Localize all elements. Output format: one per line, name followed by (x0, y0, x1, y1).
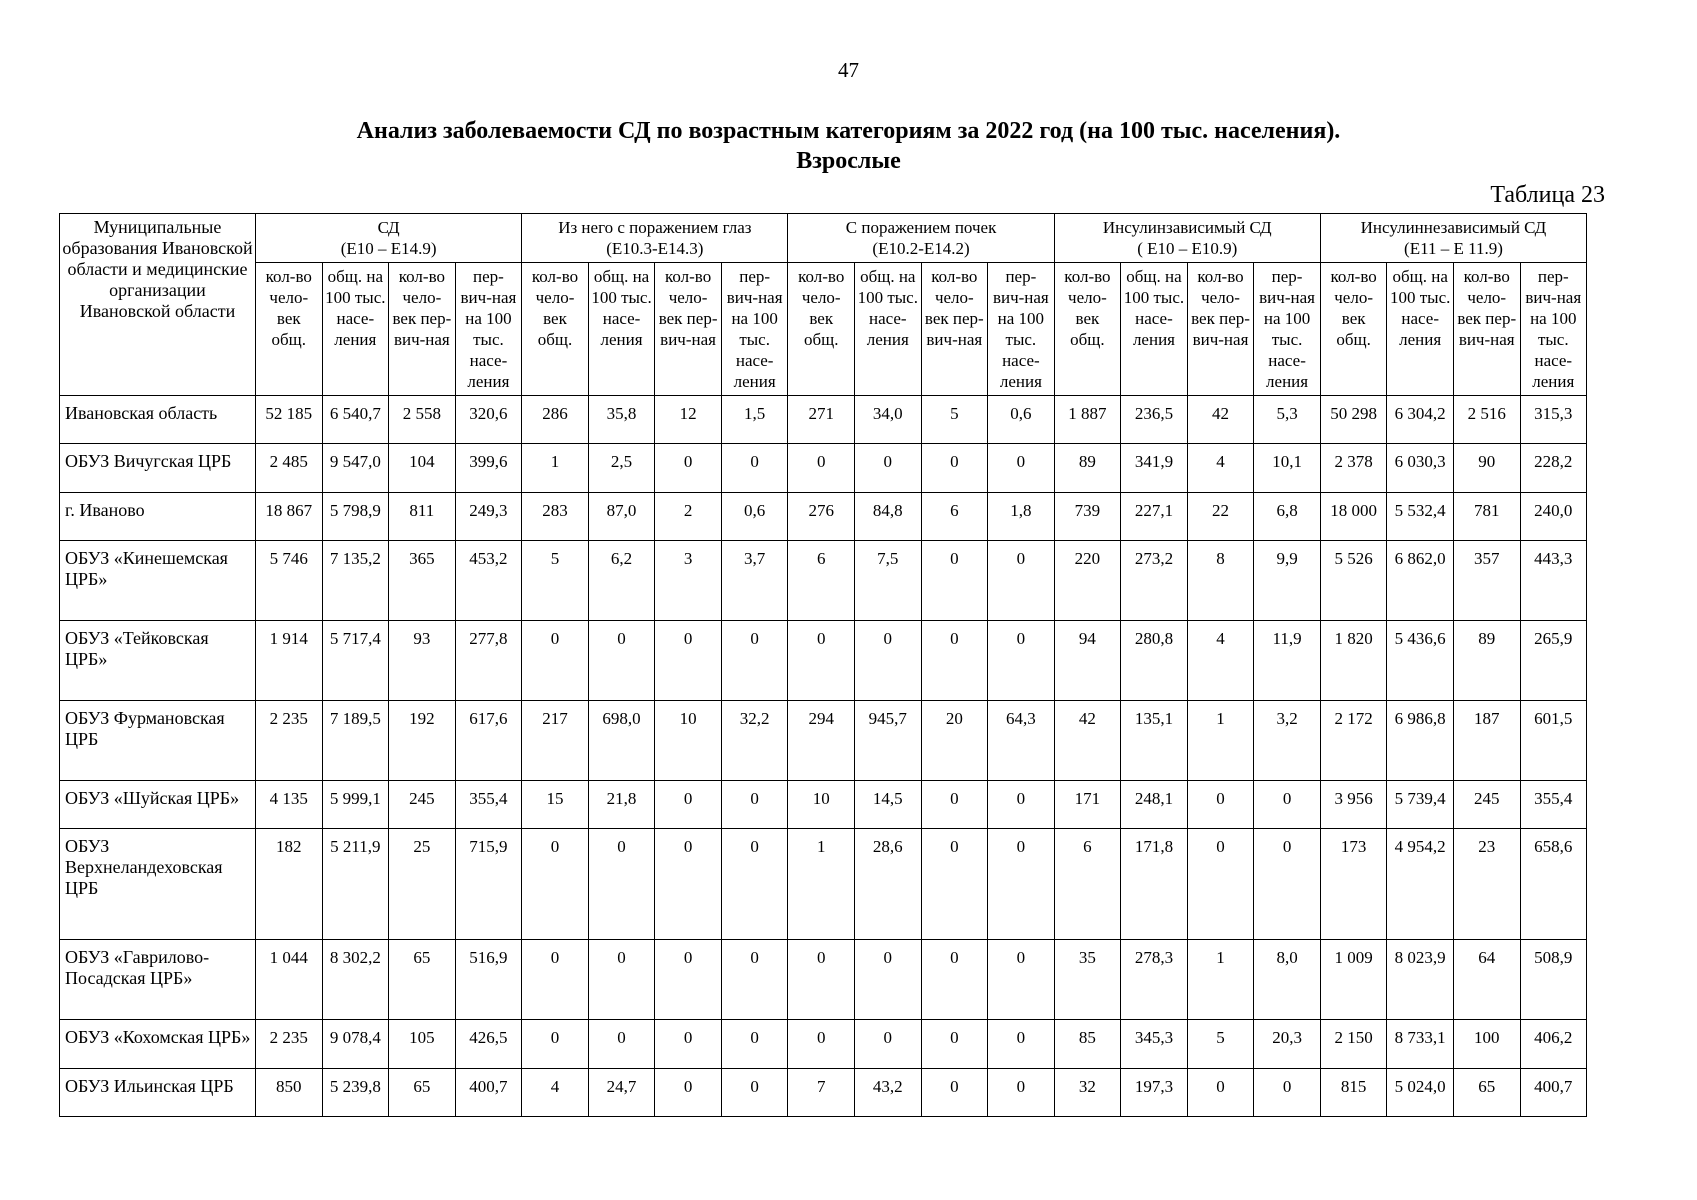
org-name-cell: ОБУЗ Ильинская ЦРБ (60, 1068, 256, 1116)
value-cell: 8 733,1 (1387, 1020, 1454, 1068)
value-cell: 0 (522, 620, 589, 700)
value-cell: 227,1 (1121, 492, 1188, 540)
value-cell: 52 185 (256, 396, 323, 444)
value-cell: 5 (921, 396, 988, 444)
value-cell: 100 (1453, 1020, 1520, 1068)
group-name: Из него с поражением глаз (558, 218, 752, 237)
value-cell: 236,5 (1121, 396, 1188, 444)
value-cell: 0 (1254, 828, 1321, 940)
value-cell: 0 (921, 620, 988, 700)
value-cell: 2 (655, 492, 722, 540)
value-cell: 8,0 (1254, 940, 1321, 1020)
value-cell: 5 746 (256, 540, 323, 620)
group-name: Инсулиннезависимый СД (1360, 218, 1547, 237)
value-cell: 508,9 (1520, 940, 1587, 1020)
subheader-cell: общ. на 100 тыс. насе-ления (855, 263, 922, 396)
subheader-cell: пер-вич-ная на 100 тыс. насе-ления (721, 263, 788, 396)
table-label: Таблица 23 (1490, 182, 1605, 208)
value-cell: 1 (1187, 700, 1254, 780)
value-cell: 0 (721, 444, 788, 492)
value-cell: 400,7 (1520, 1068, 1587, 1116)
subheader-cell: общ. на 100 тыс. насе-ления (1387, 263, 1454, 396)
value-cell: 192 (389, 700, 456, 780)
group-code: (E11 – E 11.9) (1404, 239, 1503, 258)
value-cell: 5,3 (1254, 396, 1321, 444)
value-cell: 182 (256, 828, 323, 940)
value-cell: 217 (522, 700, 589, 780)
value-cell: 0 (921, 780, 988, 828)
value-cell: 0 (1187, 780, 1254, 828)
subheader-cell: общ. на 100 тыс. насе-ления (588, 263, 655, 396)
org-name-cell: ОБУЗ «Кинешемская ЦРБ» (60, 540, 256, 620)
subheader-cell: пер-вич-ная на 100 тыс. насе-ления (1254, 263, 1321, 396)
value-cell: 0 (788, 620, 855, 700)
value-cell: 3,2 (1254, 700, 1321, 780)
value-cell: 249,3 (455, 492, 522, 540)
value-cell: 286 (522, 396, 589, 444)
value-cell: 945,7 (855, 700, 922, 780)
page-number: 47 (838, 58, 859, 82)
value-cell: 6 (1054, 828, 1121, 940)
value-cell: 0 (855, 1020, 922, 1068)
value-cell: 781 (1453, 492, 1520, 540)
value-cell: 6,8 (1254, 492, 1321, 540)
subheader-cell: пер-вич-ная на 100 тыс. насе-ления (455, 263, 522, 396)
value-cell: 0 (788, 444, 855, 492)
value-cell: 0 (721, 940, 788, 1020)
value-cell: 105 (389, 1020, 456, 1068)
value-cell: 617,6 (455, 700, 522, 780)
value-cell: 5 (522, 540, 589, 620)
value-cell: 0 (588, 828, 655, 940)
group-code: (E10.3-E14.3) (606, 239, 704, 258)
value-cell: 283 (522, 492, 589, 540)
value-cell: 0 (988, 444, 1055, 492)
value-cell: 0 (655, 1068, 722, 1116)
value-cell: 0 (522, 828, 589, 940)
value-cell: 341,9 (1121, 444, 1188, 492)
value-cell: 0 (988, 828, 1055, 940)
group-name: С поражением почек (845, 218, 997, 237)
value-cell: 1,5 (721, 396, 788, 444)
value-cell: 4 135 (256, 780, 323, 828)
value-cell: 171 (1054, 780, 1121, 828)
value-cell: 9 547,0 (322, 444, 389, 492)
value-cell: 5 436,6 (1387, 620, 1454, 700)
value-cell: 265,9 (1520, 620, 1587, 700)
value-cell: 18 867 (256, 492, 323, 540)
value-cell: 0 (655, 940, 722, 1020)
group-header-kidneys (788, 214, 1054, 263)
value-cell: 4 (1187, 620, 1254, 700)
subheader-cell: пер-вич-ная на 100 тыс. насе-ления (1520, 263, 1587, 396)
group-code: (E10.2-E14.2) (872, 239, 970, 258)
subheader-row (60, 263, 1587, 396)
value-cell: 12 (655, 396, 722, 444)
subheader-cell: кол-во чело-век общ. (1054, 263, 1121, 396)
value-cell: 11,9 (1254, 620, 1321, 700)
subheader-cell: кол-во чело-век пер-вич-ная (921, 263, 988, 396)
value-cell: 0 (721, 620, 788, 700)
subheader-cell: общ. на 100 тыс. насе-ления (322, 263, 389, 396)
value-cell: 32 (1054, 1068, 1121, 1116)
value-cell: 0 (988, 940, 1055, 1020)
value-cell: 2,5 (588, 444, 655, 492)
value-cell: 65 (389, 940, 456, 1020)
group-name: СД (377, 218, 400, 237)
value-cell: 355,4 (455, 780, 522, 828)
value-cell: 698,0 (588, 700, 655, 780)
org-name-cell: ОБУЗ Вичугская ЦРБ (60, 444, 256, 492)
value-cell: 0 (988, 540, 1055, 620)
value-cell: 0 (655, 1020, 722, 1068)
value-cell: 601,5 (1520, 700, 1587, 780)
table-row (60, 940, 1587, 1020)
value-cell: 273,2 (1121, 540, 1188, 620)
value-cell: 1 (1187, 940, 1254, 1020)
value-cell: 94 (1054, 620, 1121, 700)
value-cell: 0 (721, 780, 788, 828)
value-cell: 5 526 (1320, 540, 1387, 620)
value-cell: 42 (1187, 396, 1254, 444)
value-cell: 357 (1453, 540, 1520, 620)
org-name-cell: Ивановская область (60, 396, 256, 444)
value-cell: 0 (655, 444, 722, 492)
value-cell: 3 956 (1320, 780, 1387, 828)
value-cell: 10 (655, 700, 722, 780)
org-name-cell: ОБУЗ «Шуйская ЦРБ» (60, 780, 256, 828)
value-cell: 0 (588, 1020, 655, 1068)
org-name-cell: ОБУЗ Верхнеландеховская ЦРБ (60, 828, 256, 940)
value-cell: 4 (1187, 444, 1254, 492)
value-cell: 42 (1054, 700, 1121, 780)
value-cell: 7 (788, 1068, 855, 1116)
value-cell: 315,3 (1520, 396, 1587, 444)
value-cell: 0 (522, 1020, 589, 1068)
value-cell: 2 378 (1320, 444, 1387, 492)
value-cell: 0 (988, 1068, 1055, 1116)
subheader-cell: кол-во чело-век общ. (256, 263, 323, 396)
value-cell: 10,1 (1254, 444, 1321, 492)
value-cell: 3 (655, 540, 722, 620)
value-cell: 35 (1054, 940, 1121, 1020)
value-cell: 5 739,4 (1387, 780, 1454, 828)
value-cell: 20 (921, 700, 988, 780)
value-cell: 0 (1254, 1068, 1321, 1116)
value-cell: 245 (389, 780, 456, 828)
value-cell: 0 (522, 940, 589, 1020)
org-name-cell: ОБУЗ «Кохомская ЦРБ» (60, 1020, 256, 1068)
value-cell: 43,2 (855, 1068, 922, 1116)
value-cell: 173 (1320, 828, 1387, 940)
org-column-header: Муниципальные образования Ивановской области и медицинские организации Ивановской области (60, 214, 256, 396)
value-cell: 0 (921, 540, 988, 620)
value-cell: 0 (788, 1020, 855, 1068)
group-header-non-insulin-dependent (1320, 214, 1586, 263)
table-row (60, 700, 1587, 780)
value-cell: 5 239,8 (322, 1068, 389, 1116)
value-cell: 10 (788, 780, 855, 828)
value-cell: 5 211,9 (322, 828, 389, 940)
value-cell: 1 914 (256, 620, 323, 700)
value-cell: 5 (1187, 1020, 1254, 1068)
table-row (60, 1020, 1587, 1068)
value-cell: 35,8 (588, 396, 655, 444)
value-cell: 15 (522, 780, 589, 828)
value-cell: 345,3 (1121, 1020, 1188, 1068)
value-cell: 85 (1054, 1020, 1121, 1068)
value-cell: 197,3 (1121, 1068, 1188, 1116)
value-cell: 355,4 (1520, 780, 1587, 828)
value-cell: 22 (1187, 492, 1254, 540)
value-cell: 0 (855, 444, 922, 492)
table-row (60, 396, 1587, 444)
value-cell: 0 (988, 1020, 1055, 1068)
value-cell: 0 (1187, 828, 1254, 940)
value-cell: 811 (389, 492, 456, 540)
morbidity-table (59, 213, 1587, 1117)
value-cell: 2 235 (256, 1020, 323, 1068)
value-cell: 0,6 (988, 396, 1055, 444)
value-cell: 18 000 (1320, 492, 1387, 540)
value-cell: 0 (721, 828, 788, 940)
value-cell: 4 954,2 (1387, 828, 1454, 940)
value-cell: 245 (1453, 780, 1520, 828)
value-cell: 8 (1187, 540, 1254, 620)
value-cell: 23 (1453, 828, 1520, 940)
table-row (60, 444, 1587, 492)
subheader-cell: кол-во чело-век общ. (788, 263, 855, 396)
value-cell: 89 (1453, 620, 1520, 700)
value-cell: 365 (389, 540, 456, 620)
value-cell: 280,8 (1121, 620, 1188, 700)
value-cell: 64,3 (988, 700, 1055, 780)
subheader-cell: кол-во чело-век общ. (1320, 263, 1387, 396)
org-name-cell: ОБУЗ Фурмановская ЦРБ (60, 700, 256, 780)
value-cell: 5 999,1 (322, 780, 389, 828)
value-cell: 6 (921, 492, 988, 540)
org-name-cell: ОБУЗ «Гаврилово-Посадская ЦРБ» (60, 940, 256, 1020)
value-cell: 399,6 (455, 444, 522, 492)
value-cell: 187 (1453, 700, 1520, 780)
value-cell: 0 (788, 940, 855, 1020)
value-cell: 7 135,2 (322, 540, 389, 620)
group-name: Инсулинзависимый СД (1102, 218, 1272, 237)
value-cell: 2 235 (256, 700, 323, 780)
value-cell: 815 (1320, 1068, 1387, 1116)
value-cell: 8 023,9 (1387, 940, 1454, 1020)
table-row (60, 620, 1587, 700)
table-row (60, 828, 1587, 940)
value-cell: 2 516 (1453, 396, 1520, 444)
value-cell: 2 485 (256, 444, 323, 492)
value-cell: 65 (389, 1068, 456, 1116)
value-cell: 5 024,0 (1387, 1068, 1454, 1116)
value-cell: 0 (988, 780, 1055, 828)
value-cell: 28,6 (855, 828, 922, 940)
value-cell: 220 (1054, 540, 1121, 620)
value-cell: 1 887 (1054, 396, 1121, 444)
value-cell: 6 030,3 (1387, 444, 1454, 492)
value-cell: 2 558 (389, 396, 456, 444)
group-header-row (60, 214, 1587, 263)
value-cell: 0 (988, 620, 1055, 700)
subheader-cell: кол-во чело-век общ. (522, 263, 589, 396)
value-cell: 8 302,2 (322, 940, 389, 1020)
value-cell: 6 862,0 (1387, 540, 1454, 620)
value-cell: 7 189,5 (322, 700, 389, 780)
value-cell: 0 (855, 940, 922, 1020)
value-cell: 400,7 (455, 1068, 522, 1116)
value-cell: 0 (1254, 780, 1321, 828)
subheader-cell: кол-во чело-век пер-вич-ная (1187, 263, 1254, 396)
value-cell: 14,5 (855, 780, 922, 828)
value-cell: 0 (588, 620, 655, 700)
group-code: ( E10 – E10.9) (1137, 239, 1238, 258)
org-name-cell: г. Иваново (60, 492, 256, 540)
value-cell: 135,1 (1121, 700, 1188, 780)
value-cell: 5 798,9 (322, 492, 389, 540)
value-cell: 20,3 (1254, 1020, 1321, 1068)
value-cell: 0 (921, 940, 988, 1020)
value-cell: 6,2 (588, 540, 655, 620)
value-cell: 271 (788, 396, 855, 444)
subheader-cell: общ. на 100 тыс. насе-ления (1121, 263, 1188, 396)
table-body (60, 396, 1587, 1117)
value-cell: 1 009 (1320, 940, 1387, 1020)
value-cell: 0 (921, 444, 988, 492)
subheader-cell: кол-во чело-век пер-вич-ная (389, 263, 456, 396)
value-cell: 3,7 (721, 540, 788, 620)
value-cell: 240,0 (1520, 492, 1587, 540)
value-cell: 739 (1054, 492, 1121, 540)
group-header-eyes (522, 214, 788, 263)
value-cell: 276 (788, 492, 855, 540)
value-cell: 0 (655, 828, 722, 940)
subheader-cell: кол-во чело-век пер-вич-ная (655, 263, 722, 396)
org-name-cell: ОБУЗ «Тейковская ЦРБ» (60, 620, 256, 700)
value-cell: 453,2 (455, 540, 522, 620)
value-cell: 0 (588, 940, 655, 1020)
value-cell: 0,6 (721, 492, 788, 540)
table-row (60, 540, 1587, 620)
title-line-1: Анализ заболеваемости СД по возрастным категориям за 2022 год (на 100 тыс. населения). (356, 118, 1341, 144)
value-cell: 850 (256, 1068, 323, 1116)
value-cell: 0 (721, 1020, 788, 1068)
table-row (60, 492, 1587, 540)
value-cell: 104 (389, 444, 456, 492)
value-cell: 25 (389, 828, 456, 940)
value-cell: 32,2 (721, 700, 788, 780)
value-cell: 1 (788, 828, 855, 940)
value-cell: 0 (921, 1020, 988, 1068)
value-cell: 1,8 (988, 492, 1055, 540)
value-cell: 658,6 (1520, 828, 1587, 940)
value-cell: 6 (788, 540, 855, 620)
value-cell: 89 (1054, 444, 1121, 492)
value-cell: 0 (921, 1068, 988, 1116)
table-row (60, 780, 1587, 828)
value-cell: 443,3 (1520, 540, 1587, 620)
value-cell: 24,7 (588, 1068, 655, 1116)
value-cell: 6 986,8 (1387, 700, 1454, 780)
value-cell: 0 (721, 1068, 788, 1116)
value-cell: 7,5 (855, 540, 922, 620)
value-cell: 9,9 (1254, 540, 1321, 620)
value-cell: 34,0 (855, 396, 922, 444)
value-cell: 50 298 (1320, 396, 1387, 444)
table-row (60, 1068, 1587, 1116)
value-cell: 320,6 (455, 396, 522, 444)
value-cell: 0 (921, 828, 988, 940)
value-cell: 0 (1187, 1068, 1254, 1116)
value-cell: 0 (855, 620, 922, 700)
group-code: (E10 – E14.9) (340, 239, 437, 258)
value-cell: 1 (522, 444, 589, 492)
value-cell: 278,3 (1121, 940, 1188, 1020)
value-cell: 516,9 (455, 940, 522, 1020)
subheader-cell: пер-вич-ная на 100 тыс. насе-ления (988, 263, 1055, 396)
value-cell: 715,9 (455, 828, 522, 940)
value-cell: 21,8 (588, 780, 655, 828)
value-cell: 90 (1453, 444, 1520, 492)
value-cell: 171,8 (1121, 828, 1188, 940)
value-cell: 2 150 (1320, 1020, 1387, 1068)
value-cell: 0 (655, 780, 722, 828)
value-cell: 6 540,7 (322, 396, 389, 444)
value-cell: 93 (389, 620, 456, 700)
group-header-sd (256, 214, 522, 263)
value-cell: 0 (655, 620, 722, 700)
value-cell: 248,1 (1121, 780, 1188, 828)
value-cell: 426,5 (455, 1020, 522, 1068)
value-cell: 1 820 (1320, 620, 1387, 700)
value-cell: 64 (1453, 940, 1520, 1020)
value-cell: 5 717,4 (322, 620, 389, 700)
value-cell: 65 (1453, 1068, 1520, 1116)
subheader-cell: кол-во чело-век пер-вич-ная (1453, 263, 1520, 396)
title-line-2: Взрослые (796, 148, 901, 174)
value-cell: 87,0 (588, 492, 655, 540)
document-title (0, 116, 1697, 176)
value-cell: 294 (788, 700, 855, 780)
value-cell: 9 078,4 (322, 1020, 389, 1068)
value-cell: 2 172 (1320, 700, 1387, 780)
value-cell: 406,2 (1520, 1020, 1587, 1068)
value-cell: 1 044 (256, 940, 323, 1020)
value-cell: 5 532,4 (1387, 492, 1454, 540)
value-cell: 6 304,2 (1387, 396, 1454, 444)
value-cell: 228,2 (1520, 444, 1587, 492)
value-cell: 277,8 (455, 620, 522, 700)
value-cell: 4 (522, 1068, 589, 1116)
value-cell: 84,8 (855, 492, 922, 540)
group-header-insulin-dependent (1054, 214, 1320, 263)
